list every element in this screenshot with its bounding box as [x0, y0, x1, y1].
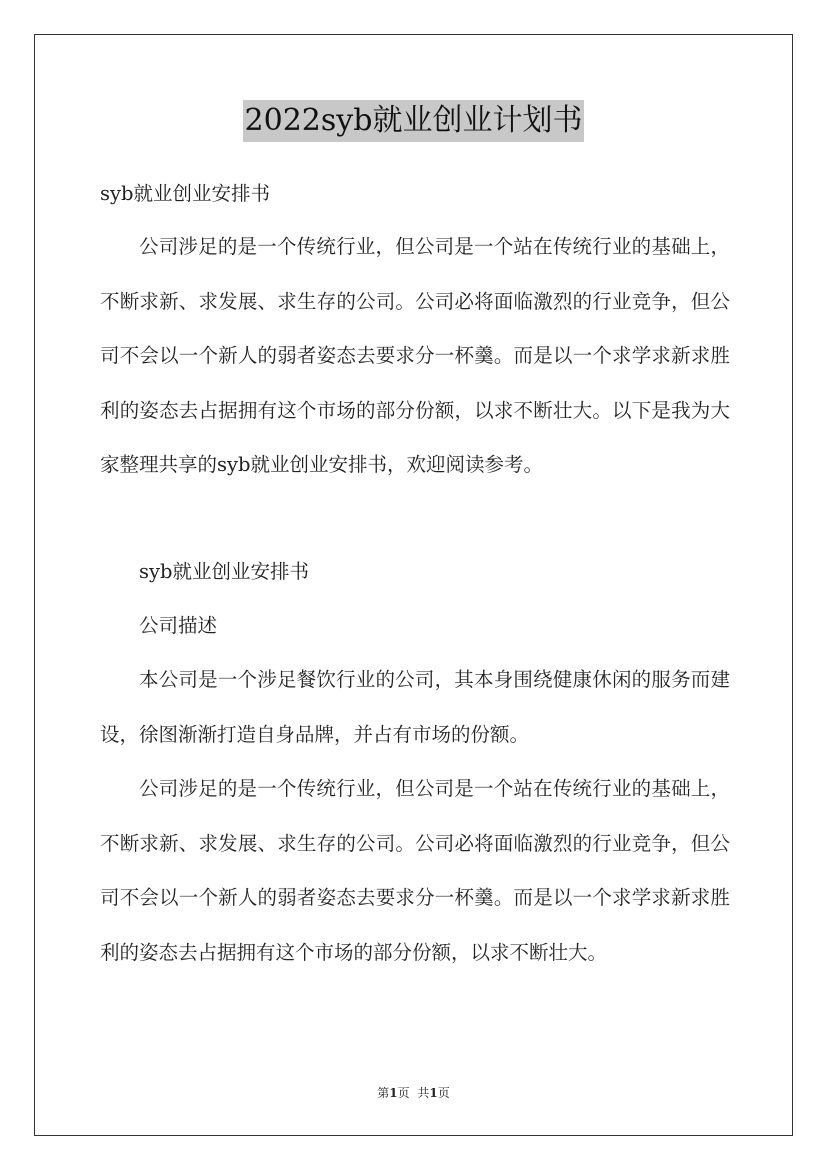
section-subheading: 公司描述 [139, 614, 218, 637]
total-suffix: 页 [437, 1086, 450, 1100]
document-subtitle: syb就业创业安排书 [100, 182, 271, 205]
total-prefix: 共 [417, 1086, 430, 1100]
intro-paragraph-container [100, 220, 730, 493]
company-description-container [100, 653, 730, 762]
industry-paragraph: 公司涉足的是一个传统行业，但公司是一个站在传统行业的基础上，不断求新、求发展、求生存的公司。公司必将面临激烈的行业竞争，但公司不会以一个新人的弱者姿态去要求分一杯羹。而是以一个求学求新求胜利的姿态去占据拥有这个市场的部分份额，以求不断壮大。 [100, 777, 730, 964]
page-prefix: 第 [377, 1086, 390, 1100]
title-container [0, 100, 827, 142]
industry-paragraph-container [100, 762, 730, 980]
section-heading: syb就业创业安排书 [139, 560, 310, 583]
intro-paragraph: 公司涉足的是一个传统行业，但公司是一个站在传统行业的基础上，不断求新、求发展、求生存的公司。公司必将面临激烈的行业竞争，但公司不会以一个新人的弱者姿态去要求分一杯羹。而是以一个求学求新求胜利的姿态去占据拥有这个市场的部分份额，以求不断壮大。以下是我为大家整理共享的syb就业创业安排书，欢迎阅读参考。 [100, 235, 730, 476]
page-number: 1 [389, 1086, 398, 1100]
company-description-paragraph: 本公司是一个涉足餐饮行业的公司，其本身围绕健康休闲的服务而建设，徐图渐渐打造自身品牌，并占有市场的份额。 [100, 668, 730, 746]
page-suffix: 页 [397, 1086, 410, 1100]
page-footer [0, 1084, 827, 1101]
document-title: 2022syb就业创业计划书 [243, 100, 585, 142]
total-number: 1 [429, 1086, 438, 1100]
